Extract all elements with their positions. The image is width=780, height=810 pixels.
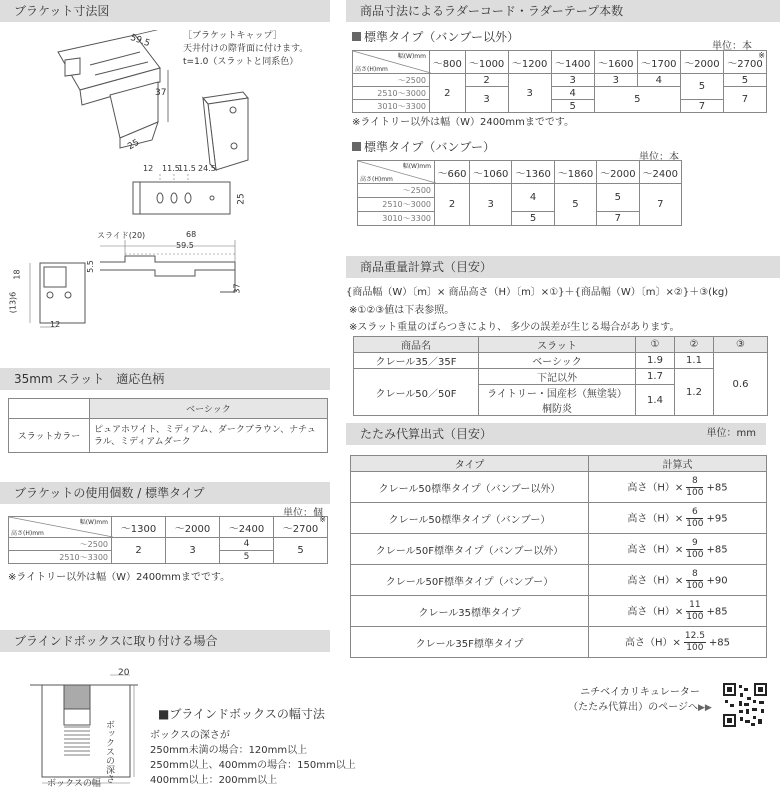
fold-type: クレール50F標準タイプ（バンブー以外） (351, 534, 589, 565)
fold-formula (589, 596, 767, 627)
t1-val-d1: 3 (551, 74, 594, 87)
fold-type: クレール50標準タイプ（バンブー） (351, 503, 589, 534)
fold-num: 6 (686, 507, 703, 519)
cap-line-1: ［ブラケットキャップ］ (183, 31, 282, 41)
t1-col-2: ～1000 (465, 51, 508, 74)
t1-col-7: ～2000 (680, 51, 723, 74)
fold-h-formula: 計算式 (589, 456, 767, 472)
bc-row-1: ～2500 (9, 538, 112, 551)
fold-den: 100 (686, 549, 704, 560)
blindbox-drawing (30, 665, 140, 790)
fold-title: たたみ代算出式（目安） (360, 427, 493, 441)
t1-col-3: ～1200 (508, 51, 551, 74)
fold-pre: 高さ（H）× (627, 544, 684, 555)
fold-num: 8 (686, 569, 703, 581)
dim-13-6: (13)6 (8, 291, 18, 314)
t1-val-a: 2 (430, 74, 466, 113)
blindbox-line-3: 250mm以上、400mmの場合：150mm以上 (150, 760, 356, 771)
ladder-corner-width: 幅(W)mm (397, 53, 426, 60)
fold-num: 9 (686, 538, 703, 550)
weight-header (346, 256, 780, 278)
fold-type: クレール50F標準タイプ（バンブー） (351, 565, 589, 596)
bracket-count-title: ブラケットの使用個数 / 標準タイプ (14, 486, 205, 500)
bc-col-2: ～2000 (166, 517, 220, 538)
t2-col-4: ～1860 (554, 161, 596, 184)
fold-pre: 高さ（H）× (627, 513, 684, 524)
color35-col-header: ベーシック (90, 399, 328, 419)
t2-val-d: 5 (554, 184, 596, 226)
dim-5-5: 5.5 (85, 260, 95, 273)
bc-row-2: 2510～3300 (9, 551, 112, 564)
fold-type: クレール35F標準タイプ (351, 627, 589, 658)
weight-note-1: ※①②③値は下表参照。 (349, 305, 455, 316)
t1-col-4: ～1400 (551, 51, 594, 74)
weight-h-slat: スラット (479, 337, 636, 353)
fold-pre: 高さ（H）× (624, 637, 681, 648)
fold-row (351, 565, 767, 596)
fold-header (346, 423, 766, 445)
ladder-t2-table (357, 160, 682, 226)
dim-68: 68 (186, 230, 197, 239)
dim-11-5-a: 11.5 (162, 164, 180, 173)
dim-12: 12 (143, 164, 154, 173)
fold-unit: 単位：mm (706, 428, 756, 439)
weight-formula: {商品幅（W）〔m〕× 商品高さ（H）〔m〕×①}＋{商品幅（W）〔m〕×②}＋③(kg) (346, 287, 729, 298)
t1-col-8 (723, 51, 766, 74)
square-bullet-icon (352, 32, 361, 41)
ladder-t2-corner-width: 幅(W)mm (402, 163, 431, 170)
bracket-count-note: ※ライトリー以外は幅（W）2400mmまでです。 (8, 572, 231, 583)
weight-r2-v2: 1.2 (675, 369, 714, 416)
weight-note-2: ※スラット重量のばらつきにより、 多少の誤差が生じる場合があります。 (349, 322, 680, 333)
qr-code-icon[interactable] (723, 683, 767, 727)
weight-r2-v1a: 1.7 (636, 369, 675, 385)
bc-col-3: ～2400 (220, 517, 274, 538)
weight-r1-v1: 1.9 (636, 353, 675, 369)
t1-val-d2: 4 (551, 87, 594, 100)
t1-col-8-label: ～2700 (727, 58, 763, 70)
dim-24-5: 24.5 (198, 164, 216, 173)
fold-den: 100 (686, 518, 704, 529)
ladder-t2-subtitle-text: 標準タイプ（バンブー） (364, 140, 496, 154)
ladder-header (346, 0, 780, 22)
weight-h-1: ① (636, 337, 675, 353)
t2-val-c1: 4 (512, 184, 554, 212)
t1-val-f1: 4 (637, 74, 680, 87)
t2-val-f: 7 (639, 184, 681, 226)
dim-11-5-b: 11.5 (178, 164, 196, 173)
fold-row (351, 596, 767, 627)
t2-val-a: 2 (435, 184, 470, 226)
fold-den: 100 (686, 580, 704, 591)
bc-col-4 (274, 517, 328, 538)
fold-type: クレール35標準タイプ (351, 596, 589, 627)
dim-25-top: 25 (236, 193, 247, 205)
bracket-count-corner (9, 517, 112, 538)
weight-r1-name: クレール35／35F (354, 353, 479, 369)
t2-val-e1: 5 (597, 184, 639, 212)
fold-fraction (686, 600, 703, 623)
fold-formula (589, 472, 767, 503)
dim-12-front: 12 (50, 320, 61, 329)
weight-r1-slat: ベーシック (479, 353, 636, 369)
bc-col-4-label: ～2700 (282, 523, 319, 535)
fold-fraction (686, 476, 703, 499)
calculator-link-line-1[interactable]: ニチベイカリキュレーター (580, 687, 700, 698)
bracket-title: ブラケット寸法図 (14, 4, 110, 18)
ladder-t1-corner (353, 51, 430, 74)
bracket-count-header (0, 482, 330, 504)
fold-add: +85 (706, 544, 728, 555)
fold-num: 11 (686, 600, 703, 612)
corner-height-label: 高さ(H)mm (11, 530, 44, 537)
blindbox-subtitle: ■ブラインドボックスの幅寸法 (158, 707, 325, 721)
dim-37-side: 37 (232, 283, 242, 294)
calculator-link-line-2[interactable]: （たたみ代算出）のページへ (568, 702, 698, 713)
bc-val-c4: 5 (274, 538, 328, 564)
fold-den: 100 (686, 611, 704, 622)
t1-val-g1: 5 (680, 74, 723, 100)
blindbox-header (0, 630, 330, 652)
fold-type: クレール50標準タイプ（バンブー以外） (351, 472, 589, 503)
blindbox-rules (150, 728, 356, 788)
bracket-count-unit: 単位：個 (283, 508, 323, 519)
box-depth-label: ボックスの深さ (104, 720, 114, 783)
fold-formula (589, 503, 767, 534)
fold-den: 100 (686, 487, 704, 498)
bracket-count-table (8, 516, 328, 564)
fold-table (350, 455, 767, 658)
t2-row-3: 3010～3300 (358, 212, 435, 226)
fold-fraction (686, 569, 703, 592)
corner-width-label: 幅(W)mm (79, 519, 108, 526)
weight-r2-name: クレール50／50F (354, 369, 479, 416)
bracket-cap-note (183, 30, 308, 69)
ladder-t2-corner-height: 高さ(H)mm (360, 176, 393, 183)
ladder-t1-note: ※ライトリー以外は幅（W）2400mmまでです。 (352, 117, 575, 128)
fold-num: 8 (686, 476, 703, 488)
t1-val-d3: 5 (551, 100, 594, 113)
fold-pre: 高さ（H）× (627, 482, 684, 493)
blindbox-title: ブラインドボックスに取り付ける場合 (14, 634, 218, 648)
ladder-corner-height: 高さ(H)mm (355, 66, 388, 73)
bc-val-c3a: 4 (220, 538, 274, 551)
cap-line-2: 天井付けの際背面に付けます。 (183, 44, 309, 54)
t2-col-1: ～660 (435, 161, 470, 184)
t2-col-5: ～2000 (597, 161, 639, 184)
dim-59-5-side: 59.5 (176, 241, 194, 250)
box-width-label: ボックスの幅 (47, 779, 101, 789)
fold-row (351, 627, 767, 658)
fold-num: 12.5 (684, 630, 705, 641)
t2-row-1: ～2500 (358, 184, 435, 198)
bracket-3d-drawing (40, 30, 190, 160)
weight-h-name: 商品名 (354, 337, 479, 353)
color35-value: ピュアホワイト、ミディアム、ダークブラウン、ナチュラル、ミディアムダーク (90, 419, 328, 453)
ladder-t2-corner (358, 161, 435, 184)
cap-line-3: t=1.0（スラットと同系色） (183, 57, 299, 67)
fold-add: +85 (706, 482, 728, 493)
t1-val-h1: 5 (723, 74, 766, 87)
blindbox-line-4: 400mm以上：200mm以上 (150, 775, 278, 786)
t1-row-3: 3010～3300 (353, 100, 430, 113)
fold-add: +85 (708, 637, 731, 648)
ladder-t2-subtitle (352, 138, 495, 155)
fold-fraction (686, 538, 703, 561)
t2-val-e2: 7 (597, 212, 639, 226)
bracket-side-view (95, 240, 245, 300)
bc-col-1: ～1300 (112, 517, 166, 538)
arrow-right-icon: ▶▶ (697, 703, 712, 713)
dim-slide: スライド(20) (97, 231, 146, 240)
weight-r1-v2: 1.1 (675, 353, 714, 369)
fold-row (351, 534, 767, 565)
dim-37: 37 (155, 88, 167, 98)
ladder-t1-subtitle (352, 28, 519, 45)
t1-val-b1: 2 (465, 74, 508, 87)
fold-fraction (684, 631, 706, 654)
bracket-section-header (0, 0, 330, 22)
ladder-t1-unit: 単位：本 (712, 41, 752, 52)
t1-col-6: ～1700 (637, 51, 680, 74)
fold-formula (589, 627, 767, 658)
dim-25: 25 (126, 137, 142, 153)
blindbox-line-1: ボックスの深さが (150, 730, 230, 741)
weight-h-3: ③ (714, 337, 768, 353)
dim-20: 20 (118, 668, 130, 678)
fold-row (351, 472, 767, 503)
t1-row-1: ～2500 (353, 74, 430, 87)
color35-empty (9, 399, 90, 419)
weight-h-2: ② (675, 337, 714, 353)
t1-val-h2: 7 (723, 87, 766, 113)
t2-col-2: ～1060 (470, 161, 512, 184)
bracket-top-view (128, 174, 248, 224)
fold-row (351, 503, 767, 534)
ladder-title: 商品寸法によるラダーコード・ラダーテープ本数 (360, 4, 624, 18)
color35-table (8, 398, 328, 453)
fold-add: +85 (706, 606, 728, 617)
t2-col-3: ～1360 (512, 161, 554, 184)
fold-pre: 高さ（H）× (627, 575, 684, 586)
weight-title: 商品重量計算式（目安） (360, 260, 493, 274)
calculator-link[interactable] (560, 685, 720, 716)
weight-v3: 0.6 (714, 353, 768, 416)
t1-val-g2: 7 (680, 100, 723, 113)
fold-formula (589, 534, 767, 565)
weight-r2-v1b: 1.4 (636, 385, 675, 416)
fold-add: +90 (706, 575, 728, 586)
bc-val-c1: 2 (112, 538, 166, 564)
weight-r2-slat3: 桐防炎 (479, 400, 636, 416)
t2-val-c2: 5 (512, 212, 554, 226)
ladder-t1-table (352, 50, 767, 113)
weight-table (353, 336, 768, 416)
bc-col-4-mark: ※ (319, 515, 326, 524)
dim-18: 18 (12, 269, 22, 280)
ladder-t1-subtitle-text: 標準タイプ（バンブー以外） (364, 30, 520, 44)
t1-val-b2: 3 (465, 87, 508, 113)
color35-title: 35mm スラット 適応色柄 (14, 372, 165, 386)
blindbox-line-2: 250mm未満の場合：120mm以上 (150, 745, 308, 756)
square-bullet-icon (352, 142, 361, 151)
fold-pre: 高さ（H）× (627, 606, 684, 617)
bc-val-c2: 3 (166, 538, 220, 564)
t2-col-6: ～2400 (639, 161, 681, 184)
weight-r2-slat1: 下記以外 (479, 369, 636, 385)
t1-col-8-mark: ※ (758, 51, 765, 60)
fold-formula (589, 565, 767, 596)
dim-59-5: 59.5 (128, 32, 152, 50)
t1-val-c: 3 (508, 74, 551, 113)
t2-val-b: 3 (470, 184, 512, 226)
color35-section-header (0, 368, 330, 390)
t1-val-ef: 5 (594, 87, 680, 113)
bc-val-c3b: 5 (220, 551, 274, 564)
fold-fraction (686, 507, 703, 530)
fold-h-type: タイプ (351, 456, 589, 472)
weight-r2-slat2: ライトリー・国産杉（無塗装） (479, 385, 636, 401)
t1-row-2: 2510～3000 (353, 87, 430, 100)
t1-col-1: ～800 (430, 51, 466, 74)
fold-add: +95 (706, 513, 728, 524)
ladder-t2-unit: 単位：本 (639, 152, 679, 163)
t1-col-5: ～1600 (594, 51, 637, 74)
t2-row-2: 2510～3000 (358, 198, 435, 212)
color35-row-header: スラットカラー (9, 419, 90, 453)
t1-val-e1: 3 (594, 74, 637, 87)
fold-den: 100 (686, 642, 704, 653)
